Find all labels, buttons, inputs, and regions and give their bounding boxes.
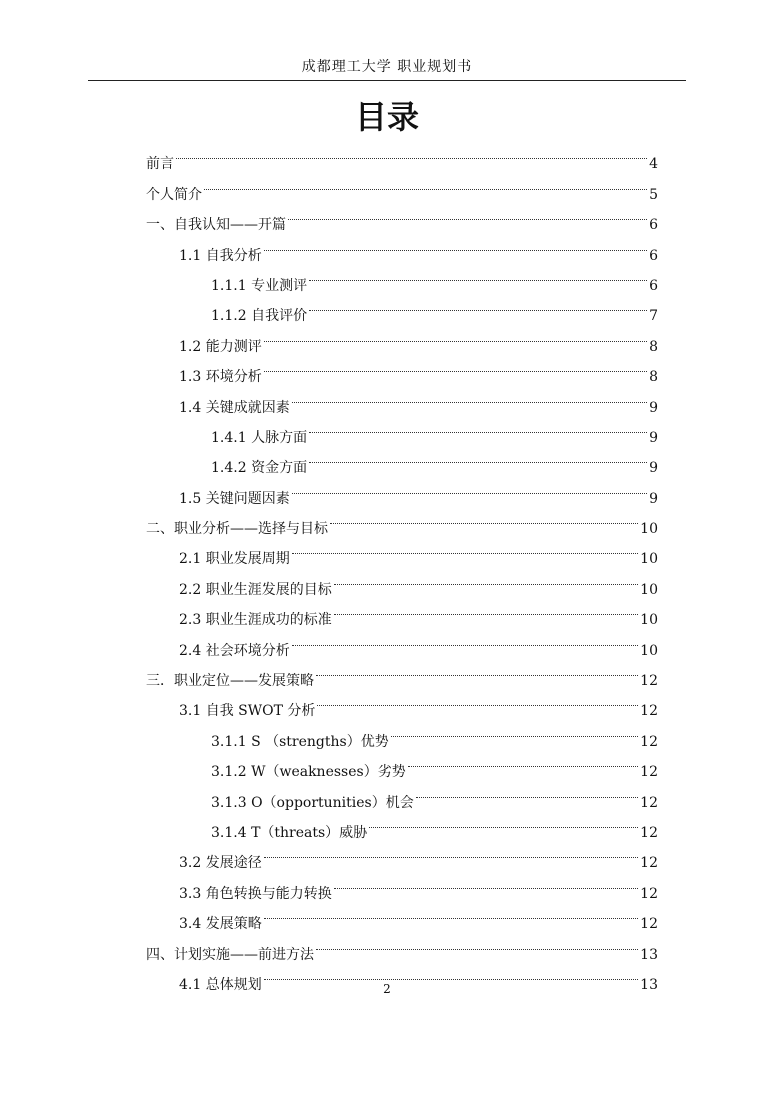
toc-entry-text: 2.4 社会环境分析	[179, 642, 290, 659]
toc-entry-text: 3.1.2 W（weaknesses）劣势	[211, 764, 406, 781]
toc-entry[interactable]	[146, 199, 658, 234]
toc-entry-text: 一、自我认知——开篇	[146, 217, 286, 234]
toc-entry-text: 3.4 发展策略	[179, 916, 262, 933]
toc-list	[146, 138, 658, 993]
toc-entry-page: 4	[649, 156, 658, 173]
toc-entry-text: 3.1 自我 SWOT 分析	[179, 703, 316, 720]
toc-entry-page: 13	[640, 976, 658, 993]
toc-dot-leader	[309, 412, 647, 442]
toc-entry-page: 12	[640, 824, 658, 841]
toc-entry-text: 前言	[146, 156, 174, 173]
toc-dot-leader	[309, 290, 647, 320]
toc-entry-text: 3.1.1 S （strengths）优势	[211, 733, 389, 750]
toc-dot-leader	[316, 655, 638, 685]
toc-entry-text: 2.2 职业生涯发展的目标	[179, 581, 332, 598]
page-number: 2	[383, 982, 391, 996]
toc-entry-text: 1.5 关键问题因素	[179, 490, 290, 507]
toc-entry-text: 1.1 自我分析	[179, 247, 262, 264]
toc-dot-leader	[264, 229, 647, 259]
header-rule	[88, 80, 686, 81]
running-header: 成都理工大学 职业规划书	[301, 59, 473, 75]
toc-entry-page: 12	[640, 673, 658, 690]
toc-dot-leader	[204, 168, 647, 198]
toc-entry-page: 12	[640, 855, 658, 872]
toc-entry-page: 12	[640, 733, 658, 750]
toc-entry-text: 1.2 能力测评	[179, 338, 262, 355]
toc-entry-text: 3.1.4 T（threats）威胁	[211, 824, 368, 841]
toc-entry-page: 9	[649, 490, 658, 507]
toc-entry-page: 10	[640, 551, 658, 568]
toc-dot-leader	[264, 351, 647, 381]
toc-entry-text: 4.1 总体规划	[179, 976, 262, 993]
toc-dot-leader	[317, 685, 638, 715]
toc-entry-page: 6	[649, 247, 658, 264]
toc-dot-leader	[316, 928, 638, 958]
toc-entry-page: 8	[649, 369, 658, 386]
toc-dot-leader	[264, 320, 647, 350]
toc-title: 目录	[354, 98, 419, 136]
toc-entry-page: 6	[649, 217, 658, 234]
toc-dot-leader	[369, 807, 638, 837]
toc-dot-leader	[334, 594, 638, 624]
toc-dot-leader	[330, 503, 638, 533]
toc-dot-leader	[292, 533, 638, 563]
toc-entry-page: 5	[649, 186, 658, 203]
toc-dot-leader	[309, 442, 647, 472]
toc-entry-page: 9	[649, 460, 658, 477]
toc-entry-text: 1.4.1 人脉方面	[211, 429, 308, 446]
toc-entry-page: 10	[640, 642, 658, 659]
toc-entry-page: 12	[640, 885, 658, 902]
toc-entry-page: 12	[640, 916, 658, 933]
toc-entry-text: 个人简介	[146, 186, 202, 203]
toc-entry-text: 1.4 关键成就因素	[179, 399, 290, 416]
toc-dot-leader	[309, 260, 647, 290]
toc-entry-page: 12	[640, 703, 658, 720]
toc-dot-leader	[408, 746, 638, 776]
toc-dot-leader	[264, 837, 638, 867]
toc-dot-leader	[264, 898, 638, 928]
toc-dot-leader	[176, 138, 647, 168]
toc-entry-text: 3.2 发展途径	[179, 855, 262, 872]
toc-entry-page: 9	[649, 399, 658, 416]
toc-dot-leader	[292, 472, 647, 502]
toc-dot-leader	[334, 867, 638, 897]
toc-entry-text: 三．职业定位——发展策略	[146, 673, 314, 690]
toc-entry-text: 3.3 角色转换与能力转换	[179, 885, 332, 902]
toc-entry-page: 9	[649, 429, 658, 446]
toc-entry-text: 1.4.2 资金方面	[211, 460, 308, 477]
toc-dot-leader	[288, 199, 647, 229]
toc-entry-text: 2.1 职业发展周期	[179, 551, 290, 568]
toc-dot-leader	[292, 624, 638, 654]
toc-dot-leader	[334, 563, 638, 593]
toc-entry-page: 6	[649, 277, 658, 294]
toc-entry-text: 2.3 职业生涯成功的标准	[179, 612, 332, 629]
toc-entry-text: 1.3 环境分析	[179, 369, 262, 386]
toc-entry-page: 10	[640, 521, 658, 538]
toc-entry-page: 12	[640, 764, 658, 781]
toc-entry-text: 四、计划实施——前进方法	[146, 946, 314, 963]
toc-dot-leader	[292, 381, 647, 411]
toc-entry-page: 12	[640, 794, 658, 811]
toc-entry-page: 13	[640, 946, 658, 963]
toc-entry-text: 1.1.1 专业测评	[211, 277, 308, 294]
toc-dot-leader	[416, 776, 638, 806]
toc-entry-page: 8	[649, 338, 658, 355]
toc-entry[interactable]	[146, 168, 658, 203]
toc-entry-text: 1.1.2 自我评价	[211, 308, 308, 325]
toc-entry-text: 二、职业分析——选择与目标	[146, 521, 328, 538]
toc-entry-page: 10	[640, 581, 658, 598]
toc-dot-leader	[391, 715, 638, 745]
toc-entry-text: 3.1.3 O（opportunities）机会	[211, 794, 414, 811]
toc-entry-page: 10	[640, 612, 658, 629]
toc-entry[interactable]	[146, 138, 658, 173]
toc-entry-page: 7	[649, 308, 658, 325]
